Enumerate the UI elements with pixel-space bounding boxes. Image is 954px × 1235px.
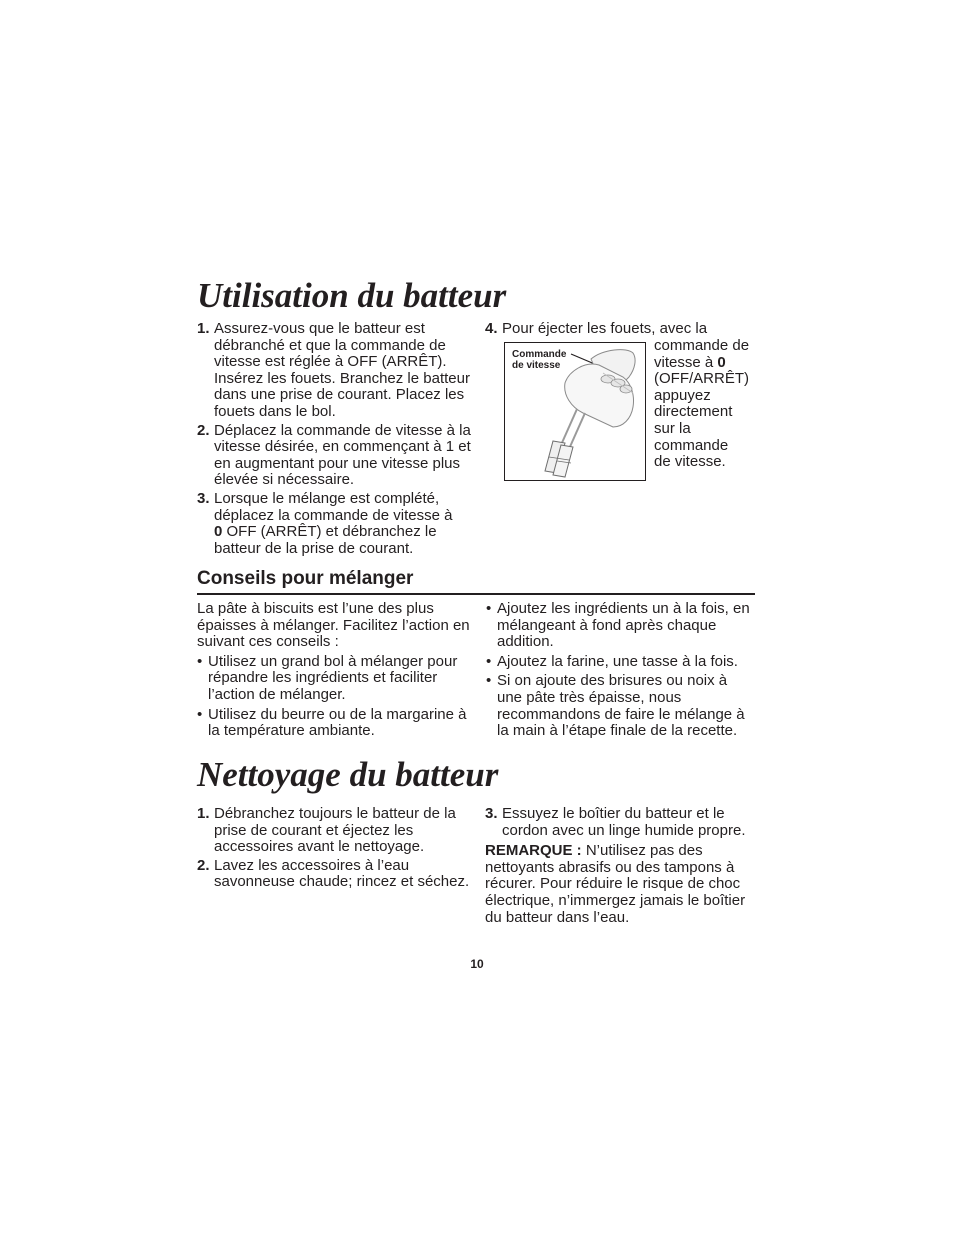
tip-text: Utilisez un grand bol à mélanger pour répandre les ingrédients et faciliter l’action de mélanger. <box>208 652 458 703</box>
cleaning-note <box>485 843 755 926</box>
bullet-icon: • <box>197 705 203 723</box>
tip-item <box>197 707 472 740</box>
step-number: 4. <box>485 320 498 337</box>
step-4-side-text <box>654 338 759 471</box>
tip-item <box>197 654 472 704</box>
usage-steps-left <box>197 321 472 559</box>
step-text: Essuyez le boîtier du batteur et le cordon avec un linge humide propre. <box>502 805 746 839</box>
side-line: directement <box>654 403 733 421</box>
side-line-with-value: vitesse à 0 <box>654 353 726 371</box>
side-line: sur la <box>654 419 691 437</box>
tip-item <box>486 654 756 671</box>
note-label: REMARQUE : <box>485 842 582 860</box>
section-divider <box>197 593 755 595</box>
side-line: commande <box>654 436 729 454</box>
tip-text: Si on ajoute des brisures ou noix à une pâte très épaisse, nous recommandons de faire le mélange à la main à l’étape finale de la recette. <box>497 672 745 740</box>
tip-item <box>486 673 756 739</box>
step-number: 1. <box>197 320 210 337</box>
step-number: 3. <box>485 805 498 822</box>
step-text: Pour éjecter les fouets, avec la <box>502 320 708 337</box>
step-text: Déplacez la commande de vitesse à la vitesse désirée, en commençant à 1 et en augmentant pour une vitesse plus élevée si nécessaire. <box>214 421 471 489</box>
section-title-cleaning: Nettoyage du batteur <box>197 755 499 794</box>
tips-left-column <box>197 601 472 743</box>
step-text: Lorsque le mélange est complété, déplacez la commande de vitesse à <box>214 489 453 524</box>
step-number: 1. <box>197 805 210 822</box>
speed-zero-value: 0 <box>214 523 223 541</box>
speed-zero-value: 0 <box>717 353 726 371</box>
step-text: Assurez-vous que le batteur est débranché et que la commande de vitesse est réglée à OFF (ARRÊT). Insérez les fouets. Branchez le batteur dans une prise de courant. Placez les fouets dans le bol. <box>214 320 470 420</box>
side-line: commande de <box>654 337 750 354</box>
section-title-usage: Utilisation du batteur <box>197 276 507 315</box>
step-text: OFF (ARRÊT) et débranchez le batteur de la prise de courant. <box>214 523 437 557</box>
step-number: 2. <box>197 856 210 874</box>
tip-text: Ajoutez la farine, une tasse à la fois. <box>497 652 738 670</box>
figure-label: Commande de vitesse <box>512 349 567 371</box>
tips-heading: Conseils pour mélanger <box>197 568 414 589</box>
bullet-icon: • <box>486 672 492 690</box>
cleaning-step-3 <box>485 806 755 839</box>
cleaning-step-1 <box>197 806 472 856</box>
hand-mixer-icon <box>505 343 645 480</box>
mixer-figure <box>504 342 646 481</box>
tips-right-column <box>486 601 756 743</box>
usage-step-1 <box>197 321 472 421</box>
usage-step-2 <box>197 423 472 489</box>
bullet-icon: • <box>486 600 492 617</box>
tips-intro: La pâte à biscuits est l’une des plus épaisses à mélanger. Facilitez l’action en suivant ces conseils : <box>197 600 470 651</box>
tip-text: Ajoutez les ingrédients un à la fois, en mélangeant à fond après chaque addition. <box>497 600 750 651</box>
tip-text: Utilisez du beurre ou de la margarine à la température ambiante. <box>208 705 467 740</box>
side-line: appuyez <box>654 386 711 404</box>
side-line: de vitesse. <box>654 453 726 471</box>
cleaning-step-2 <box>197 858 472 891</box>
step-number: 2. <box>197 421 210 439</box>
cleaning-steps-left <box>197 806 472 893</box>
step-text: Lavez les accessoires à l’eau savonneuse chaude; rincez et séchez. <box>214 856 470 891</box>
page-number: 10 <box>470 957 484 971</box>
usage-step-3 <box>197 491 472 557</box>
side-line: (OFF/ARRÊT) <box>654 370 749 388</box>
step-number: 3. <box>197 489 210 507</box>
cleaning-steps-right <box>485 806 755 926</box>
bullet-icon: • <box>486 652 492 670</box>
bullet-icon: • <box>197 652 203 670</box>
step-text: Débranchez toujours le batteur de la prise de courant et éjectez les accessoires avant le nettoyage. <box>214 805 456 856</box>
step-4-intro <box>485 321 760 338</box>
note-text: N’utilisez pas des nettoyants abrasifs ou des tampons à récurer. Pour réduire le risque de choc électrique, n’immergez jamais le boîtier du batteur dans l’eau. <box>485 842 746 926</box>
tip-item <box>486 601 756 651</box>
